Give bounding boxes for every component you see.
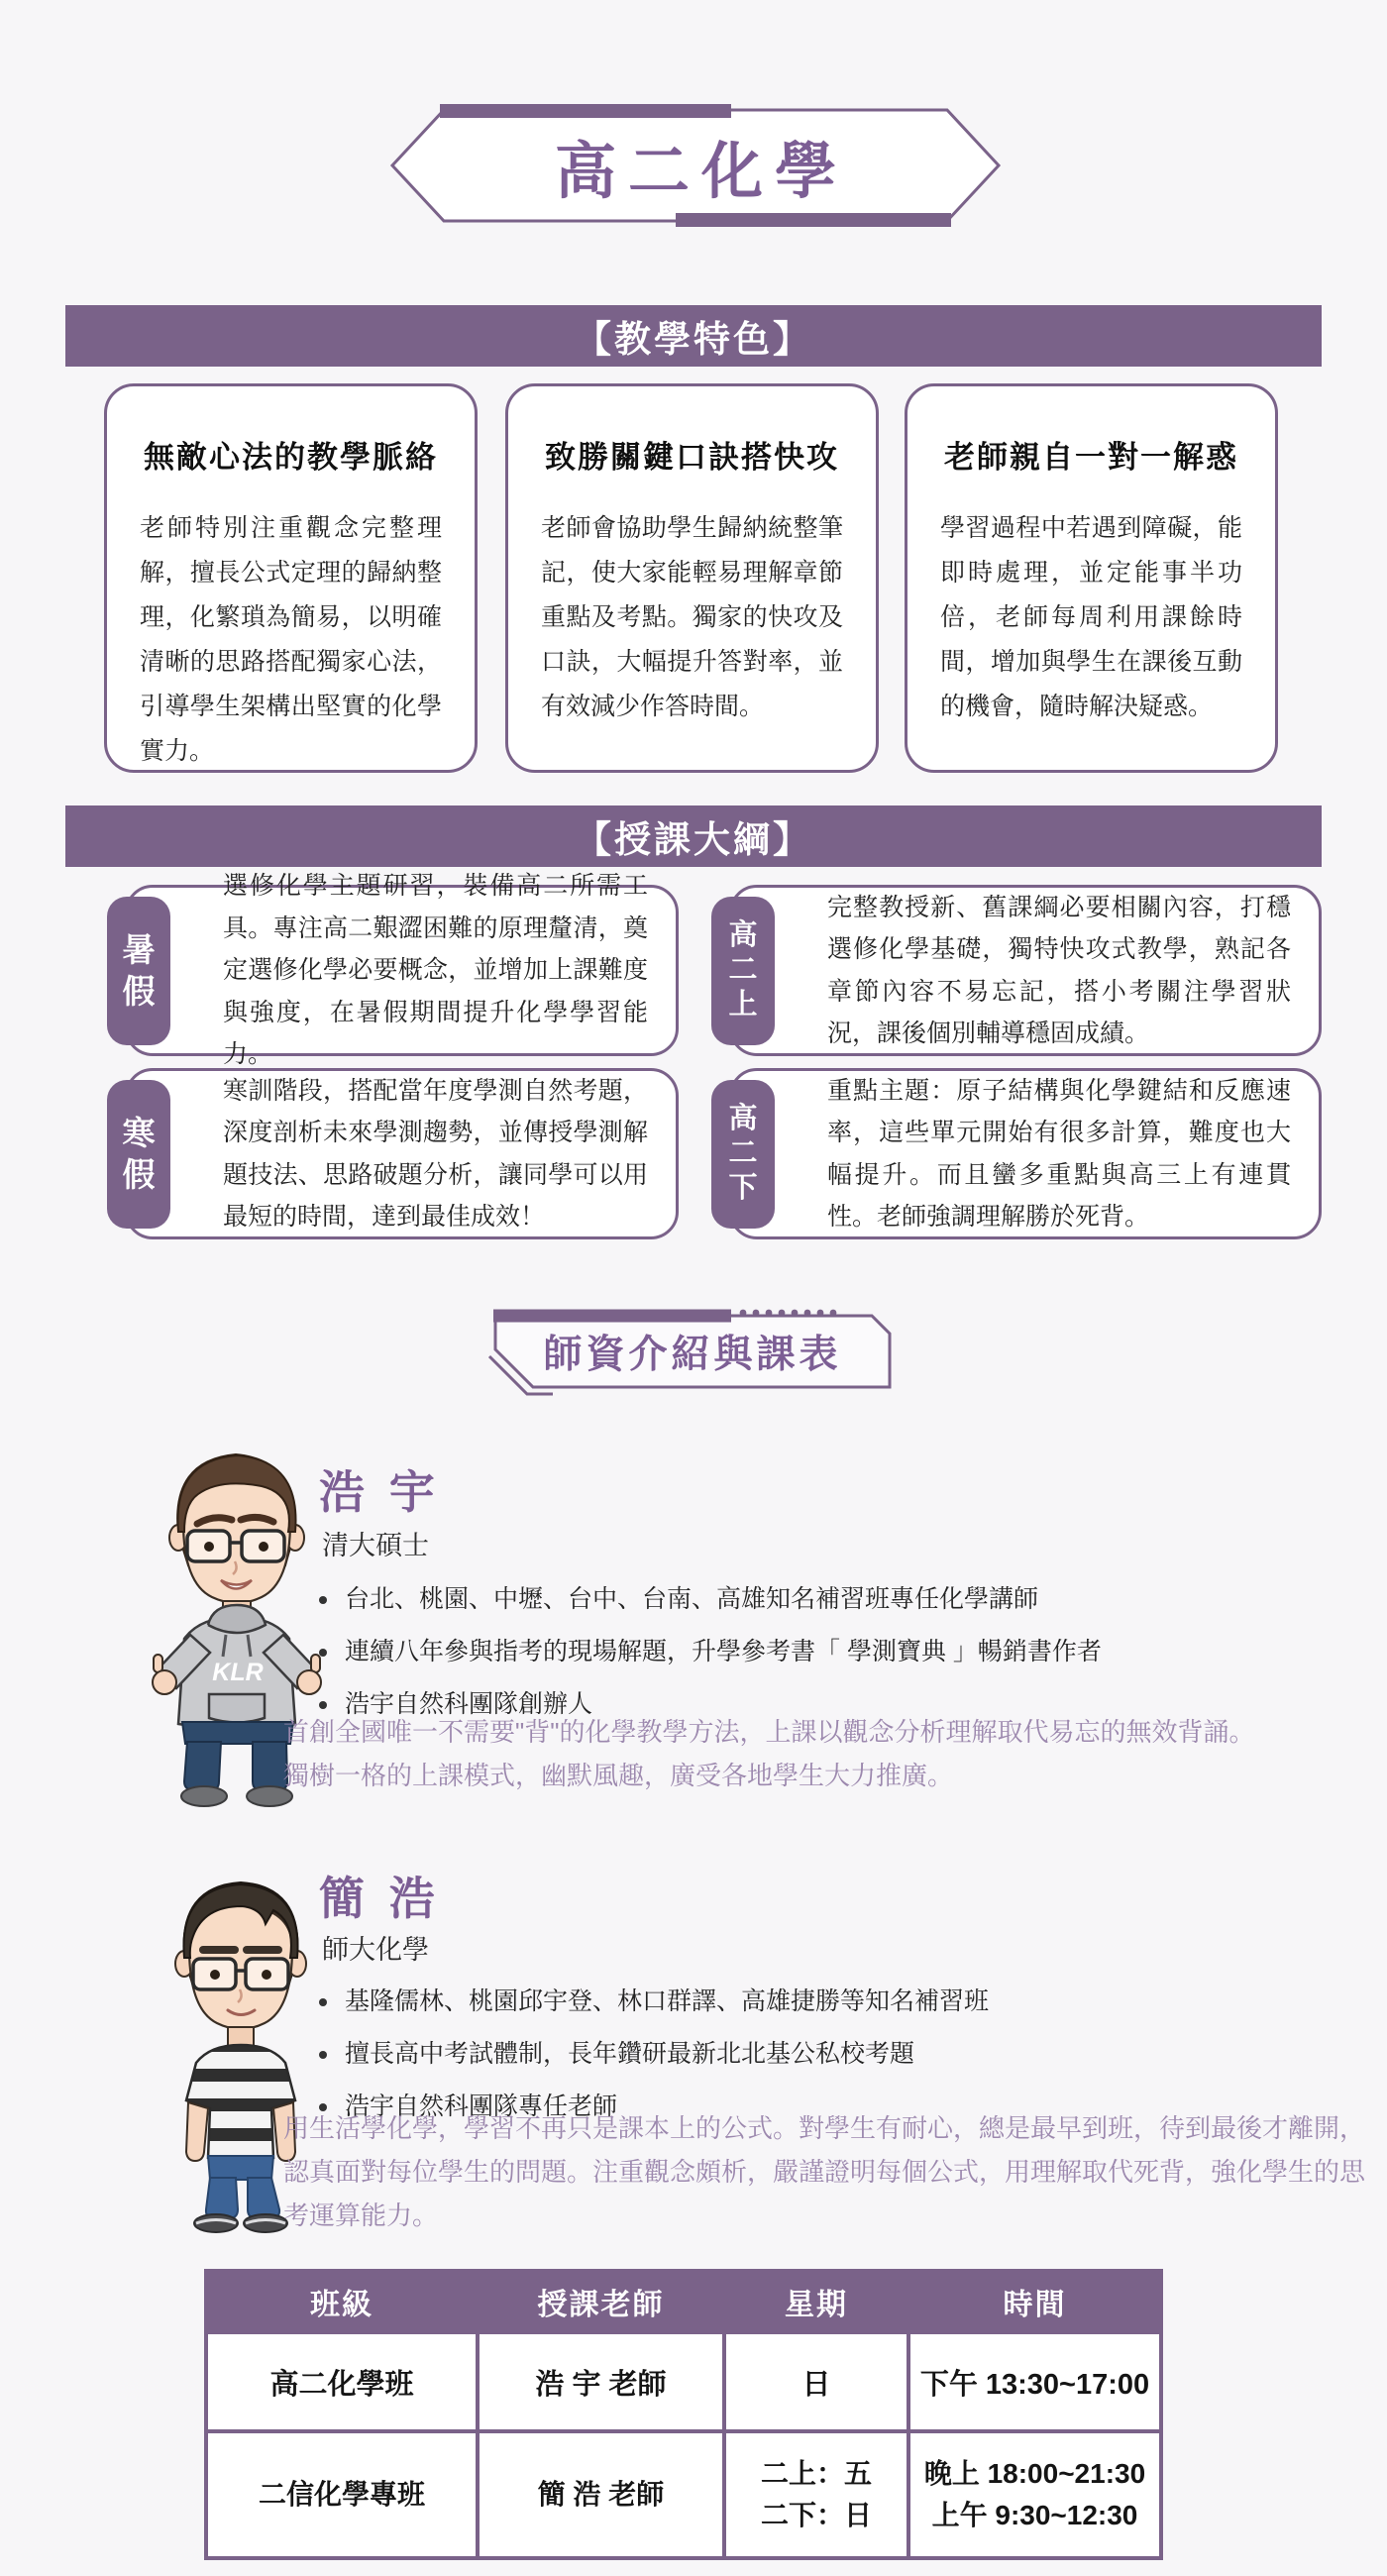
cell-day: 二上：五 二下：日 [726,2433,907,2556]
teacher-name: 浩 宇 [319,1466,441,1518]
teachers-section-banner [481,1292,906,1403]
header-cell-day: 星期 [726,2273,907,2330]
cell-teacher: 簡 浩 老師 [480,2433,722,2556]
syllabus-tab-label: 高二下 [728,1103,758,1204]
syllabus-body-box [729,885,1322,1056]
teacher-description: 首創全國唯一不需要"背"的化學教學方法，上課以觀念分析理解取代易忘的無效背誦。 獨樹一格的上課模式，幽默風趣，廣受各地學生大力推廣。 [283,1717,1255,1791]
syllabus-body: 選修化學主題研習，裝備高二所需工具。專注高二艱澀困難的原理釐清，奠定選修化學必要概念，並增加上課難度與強度，在暑假期間提升化學學習能力。 [223,872,648,1069]
syllabus-tab-label: 暑假 [122,931,156,1010]
feature-card-body: 老師會協助學生歸納統整筆記，使大家能輕易理解章節重點及考點。獨家的快攻及口訣，大幅提升答對率，並有效減少作答時間。 [541,514,843,720]
credential-item: 浩宇自然科團隊專任老師 [319,2087,989,2122]
header-cell-class: 班級 [208,2273,476,2330]
credential-item: 基隆儒林、桃園邱宇登、林口群譯、高雄捷勝等知名補習班 [319,1982,989,2017]
feature-card-title: 致勝關鍵口訣搭快攻 [545,440,839,475]
syllabus-item-summer [107,872,679,1069]
syllabus-tab-label: 高二上 [728,919,758,1020]
schedule-row [208,2334,1159,2429]
feature-card-title: 老師親自一對一解惑 [944,440,1238,475]
feature-card-3 [905,383,1278,773]
syllabus-body-box [125,872,679,1069]
cell-time: 晚上 18:00~21:30 上午 9:30~12:30 [910,2433,1159,2556]
credential-item: 擅長高中考試體制，長年鑽研最新北北基公私校考題 [319,2034,989,2070]
schedule-row [208,2433,1159,2556]
teachers-section-title: 師資介紹與課表 [543,1334,842,1376]
credential-item: 浩宇自然科團隊創辦人 [319,1684,1102,1720]
section-header-syllabus: 【授課大綱】 [65,805,1322,867]
hoodie-logo-text: KLR [212,1659,264,1686]
header-cell-time: 時間 [910,2273,1159,2330]
syllabus-body: 重點主題：原子結構與化學鍵結和反應速率，這些單元開始有很多計算，難度也大幅提升。而且蠻多重點與高三上有連貫性。老師強調理解勝於死背。 [827,1076,1291,1231]
syllabus-tab-spring [711,1080,775,1229]
teacher-description: 用生活學化學，學習不再只是課本上的公式。對學生有耐心，總是最早到班，待到最後才離開，認真面對每位學生的問題。注重觀念頗析，嚴謹證明每個公式，用理解取代死背，強化學生的思考運算能力。 [283,2113,1366,2231]
syllabus-body: 寒訓階段，搭配當年度學測自然考題，深度剖析未來學測趨勢，並傳授學測解題技法、思路破題分析，讓同學可以用最短的時間，達到最佳成效！ [223,1076,648,1231]
syllabus-body: 完整教授新、舊課綱必要相關內容，打穩選修化學基礎，獨特快攻式教學，熟記各章節內容不易忘記，搭小考關注學習狀況，課後個別輔導穩固成績。 [827,893,1291,1047]
syllabus-body-box [125,1068,679,1239]
feature-card-title: 無敵心法的教學脈絡 [144,440,438,475]
syllabus-tab-fall [711,897,775,1045]
cell-day: 日 [726,2334,907,2429]
cell-teacher: 浩 宇 老師 [480,2334,722,2429]
syllabus-tab-label: 寒假 [122,1115,156,1193]
syllabus-body-box [729,1068,1322,1239]
feature-card-2 [505,383,879,773]
section-header-features: 【教學特色】 [65,305,1322,367]
schedule-table [204,2269,1163,2560]
feature-card-body: 學習過程中若遇到障礙，能即時處理，並定能事半功倍，老師每周利用課餘時間，增加與學生在課後互動的機會，隨時解決疑惑。 [940,514,1242,720]
feature-card-body: 老師特別注重觀念完整理解，擅長公式定理的歸納整理，化繁瑣為簡易，以明確清晰的思路搭配獨家心法，引導學生架構出堅實的化學實力。 [140,514,442,765]
teacher-degree: 清大碩士 [322,1531,429,1560]
syllabus-tab-summer [107,897,170,1045]
cell-time: 下午 13:30~17:00 [910,2334,1159,2429]
cell-class: 高二化學班 [208,2334,476,2429]
schedule-header-row [208,2273,1159,2330]
teacher-name: 簡 浩 [319,1873,441,1924]
feature-card-1 [104,383,478,773]
credential-item: 連續八年參與指考的現場解題，升學參考書「 學測寶典 」暢銷書作者 [319,1632,1102,1667]
main-banner [382,101,1009,230]
credential-item: 台北、桃園、中壢、台中、台南、高雄知名補習班專任化學講師 [319,1579,1102,1615]
teacher-degree: 師大化學 [322,1935,429,1965]
cell-class: 二信化學專班 [208,2433,476,2556]
syllabus-item-spring [711,1068,1322,1239]
page-title: 高二化學 [554,137,848,206]
syllabus-item-fall [711,885,1322,1056]
header-cell-teacher: 授課老師 [480,2273,722,2330]
syllabus-item-winter [107,1068,679,1239]
syllabus-tab-winter [107,1080,170,1229]
